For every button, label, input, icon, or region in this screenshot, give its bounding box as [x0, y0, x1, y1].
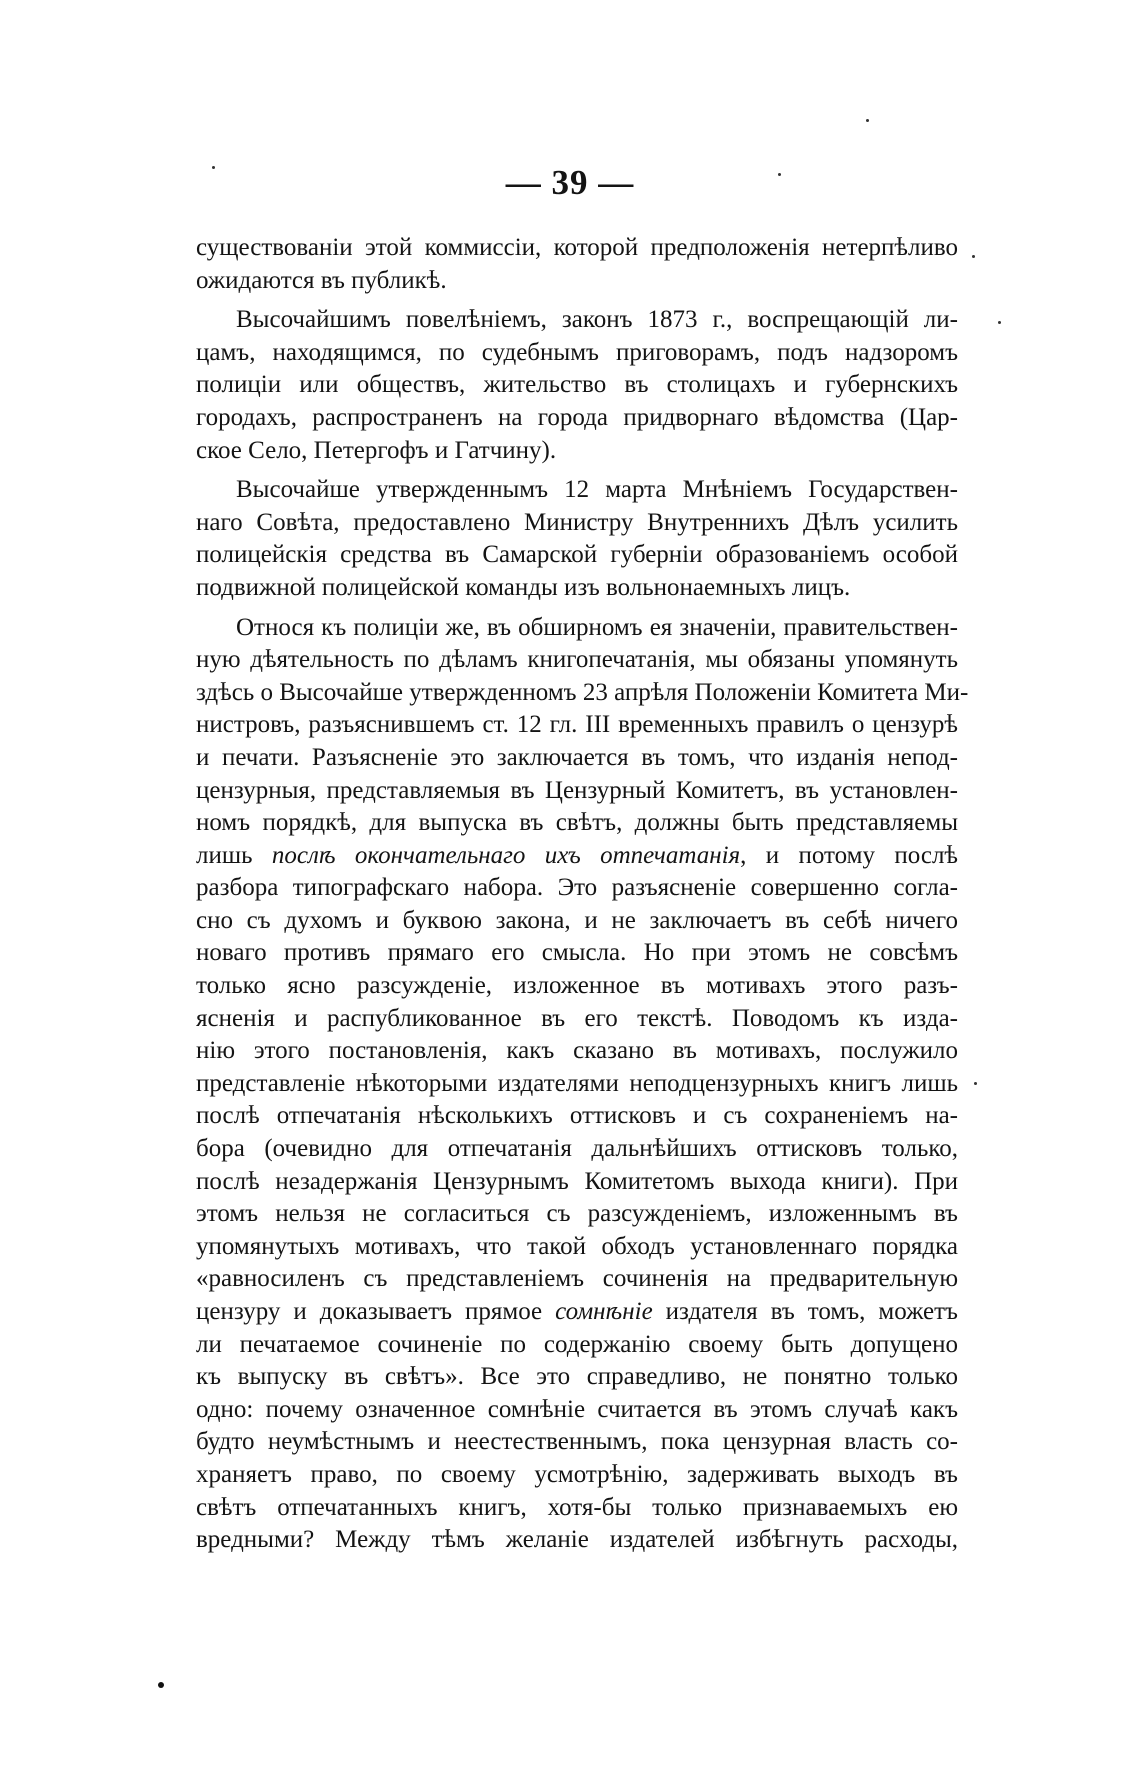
- text-line: будто неумѣстнымъ и неестественнымъ, пока цензурная власть со-: [196, 1428, 958, 1456]
- text-line: существованіи этой коммиссіи, которой предположенія нетерпѣливо: [196, 234, 958, 261]
- text-segment: издателя въ томъ, можетъ: [652, 1298, 958, 1325]
- text-line: полиціи или обществъ, жительство въ столицахъ и губернскихъ: [196, 371, 958, 399]
- text-line: разбора типографскаго набора. Это разъясненіе совершенно согла-: [196, 874, 958, 902]
- text-line: ную дѣятельность по дѣламъ книгопечатанія, мы обязаны упомянуть: [196, 646, 958, 674]
- text-line: ли печатаемое сочиненіе по содержанію своему быть допущено: [196, 1330, 958, 1358]
- text-line: полицейскія средства въ Самарской губерніи образованіемъ особой: [196, 541, 958, 569]
- text-line: къ выпуску въ свѣтъ». Все это справедливо, не понятно только: [196, 1363, 958, 1391]
- text-line: послѣ незадержанія Цензурнымъ Комитетомъ выхода книги). При: [196, 1167, 958, 1195]
- text-line: «равносиленъ съ представленіемъ сочиненія на предварительную: [196, 1265, 958, 1293]
- text-line: здѣсь о Высочайше утвержденномъ 23 апрѣля Положеніи Комитета Ми-: [196, 678, 969, 706]
- text-line: номъ порядкѣ, для выпуска въ свѣтъ, должны быть представляемы: [196, 809, 958, 837]
- text-line-with-italic: [196, 1296, 958, 1329]
- text-line: Высочайшимъ повелѣніемъ, законъ 1873 г., воспрещающій ли-: [236, 306, 958, 334]
- scan-speck: [998, 321, 1001, 324]
- text-segment: лишь: [196, 841, 272, 869]
- text-segment: цензуру и доказываетъ прямое: [196, 1298, 556, 1325]
- text-line: подвижной полицейской команды изъ вольнонаемныхъ лицъ.: [196, 573, 851, 601]
- page-number: — 39 —: [505, 163, 635, 202]
- scan-speck: [974, 1082, 977, 1085]
- text-line: Относя къ полиціи же, въ обширномъ ея значеніи, правительствен-: [236, 613, 958, 641]
- text-line: цамъ, находящимся, по судебнымъ приговорамъ, подъ надзоромъ: [196, 338, 958, 366]
- text-line: этомъ нельзя не согласиться съ разсужденіемъ, изложеннымъ въ: [196, 1200, 958, 1228]
- text-line: новаго противъ прямаго его смысла. Но при этомъ не совсѣмъ: [196, 939, 958, 967]
- text-line: вредными? Между тѣмъ желаніе издателей избѣгнуть расходы,: [196, 1526, 958, 1554]
- text-line-with-italic: [196, 840, 958, 873]
- text-line: упомянутыхъ мотивахъ, что такой обходъ установленнаго порядка: [196, 1232, 958, 1260]
- text-line: свѣтъ отпечатанныхъ книгъ, хотя-бы только признаваемыхъ ею: [196, 1493, 958, 1521]
- text-line: сно съ духомъ и буквою закона, и не заключаетъ въ себѣ ничего: [196, 906, 958, 934]
- text-line: цензурныя, представляемыя въ Цензурный Комитетъ, въ установлен-: [196, 776, 958, 804]
- scan-dot: [158, 1682, 164, 1688]
- text-line: бора (очевидно для отпечатанія дальнѣйшихъ оттисковъ только,: [196, 1135, 958, 1163]
- text-line: храняетъ право, по своему усмотрѣнію, задерживать выходъ въ: [196, 1460, 958, 1488]
- scan-speck: [866, 119, 869, 122]
- text-line: наго Совѣта, предоставлено Министру Внутреннихъ Дѣлъ усилить: [196, 508, 958, 536]
- text-line: Высочайше утвержденнымъ 12 марта Мнѣніемъ Государствен-: [236, 476, 958, 504]
- text-line: нистровъ, разъяснившемъ ст. 12 гл. III временныхъ правилъ о цензурѣ: [196, 711, 958, 739]
- text-line: послѣ отпечатанія нѣсколькихъ оттисковъ и съ сохраненіемъ на-: [196, 1102, 958, 1130]
- italic-word: сомнѣніе: [555, 1298, 653, 1325]
- text-line: нію этого постановленія, какъ сказано въ мотивахъ, послужило: [196, 1037, 958, 1065]
- text-line: одно: почему означенное сомнѣніе считается въ этомъ случаѣ какъ: [196, 1395, 958, 1423]
- scan-speck: [212, 166, 215, 169]
- scan-speck: [778, 173, 781, 176]
- text-line: представленіе нѣкоторыми издателями неподцензурныхъ книгъ лишь: [196, 1069, 958, 1097]
- text-line: и печати. Разъясненіе это заключается въ томъ, что изданія непод-: [196, 743, 958, 771]
- body-text: [196, 232, 969, 1557]
- text-line: только ясно разсужденіе, изложенное въ мотивахъ этого разъ-: [196, 972, 958, 1000]
- text-line: городахъ, распространенъ на города придворнаго вѣдомства (Цар-: [196, 403, 958, 431]
- italic-phrase: послѣ окончательнаго ихъ отпечатанія: [271, 841, 741, 869]
- text-line: ожидаются въ публикѣ.: [196, 266, 447, 294]
- scan-speck: [972, 255, 975, 258]
- text-segment: , и потому послѣ: [740, 841, 959, 869]
- text-line: ясненія и распубликованное въ его текстѣ. Поводомъ къ изда-: [196, 1004, 958, 1032]
- text-line: ское Село, Петергофъ и Гатчину).: [196, 436, 557, 464]
